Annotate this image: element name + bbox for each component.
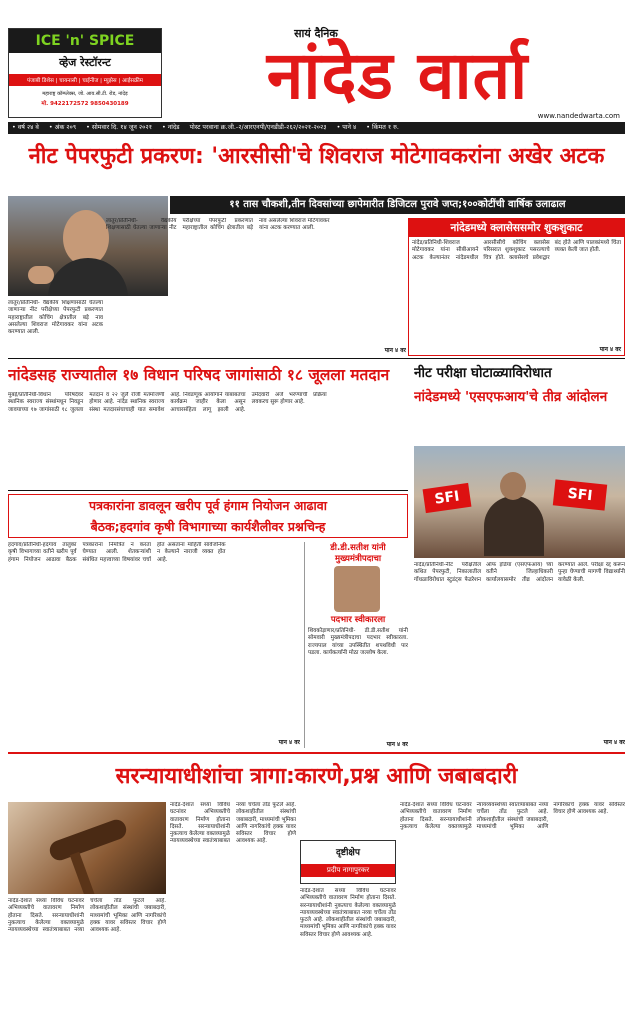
mid3-headline [8,494,408,538]
sfi-banner-2: SFI [553,479,607,510]
lead-caption: लातूर/प्रतिनिधी- वैद्यकीय शिक्षणासाठी घेतल्या जाणाऱ्या नीट परीक्षेच्या पेपरफुटी प्रकरणात महाराष्ट्रातील कोचिंग क्षेत्रातील बड़े नाव असलेल्या शिवराज मोटेगावकर यांना अटक करण्यात आली. [8,300,103,336]
mid2-headline-2: नांदेडमध्ये 'एसएफआय'चे तीव्र आंदोलन [414,389,608,405]
column-badge [300,840,396,884]
restaurant-ad [8,28,162,118]
bottom-left-text: नांदेड-देशात सध्या विविध घटनांवर अभिव्यक्तीचे वातावरण निर्माण होताना दिसते. सरन्यायाधीशांनी नुकत्याच केलेल्या वक्तव्यामुळे न्यायव्यवस्थेच्या स्वातंत्र्याबाबत नव्या चर्चेला तोंड फुटले आहे. लोकशाहीतील संस्थांची जबाबदारी, माध्यमांची भूमिका आणि नागरिकांचे हक्क यावर सविस्तर विचार होणे आवश्यक आहे. [8,898,166,934]
date: • सोमवार दि. १४ जून २०२१ [86,124,152,131]
bottom-text-1: नांदेड-देशात सध्या विविध घटनांवर अभिव्यक्तीचे वातावरण निर्माण होताना दिसते. सरन्यायाधीशांनी नुकत्याच केलेल्या वक्तव्यामुळे न्यायव्यवस्थेच्या स्वातंत्र्याबाबत नव्या चर्चेला तोंड फुटले आहे. लोकशाहीतील संस्थांची जबाबदारी, माध्यमांची भूमिका आणि नागरिकांचे हक्क यावर सविस्तर विचार होणे आवश्यक आहे. [170,802,296,845]
mid1-headline: नांदेडसह राज्यातील १७ विधान परिषद जागांसाठी १८ जूलला मतदान [8,366,390,384]
gavel-photo [8,802,166,894]
ad-items: पंजाबी डिशेस | चायनासी | चाईनीज | म्युझेस | आईसक्रीम [9,74,161,86]
mid3-cont: पान ४ वर [278,739,300,746]
issue: • अंक २०९ [48,124,77,131]
city: • नांदेड [161,124,180,131]
info-bar [8,122,625,134]
ad-phone: मो. 9422172572 9850430189 [41,101,129,107]
mid3-text: हदगांव/प्रतिनिधी-हदगाव तालुका कृषी विभागाच्या वतीने खरीप पूर्व हंगाम नियोजन आढावा बैठक पत्रकारांना निमंत्रित न करता घेण्यात आली. शेतकऱ्यांशी संबंधित महत्त्वाच्या विषयांवर चर्चा होत असताना माहिती सार्वजनिक न केल्याने नाराजी व्यक्त होत आहे. [8,542,226,563]
mid1-text: मुंबई/प्रतिनिधी-विधान परिषदेवर स्थानिक स्वराज्य संस्थांमधून निवडून जावयाच्या १७ जागांसाठी १८ जुलला मतदान व २२ जुलै रोजी मतमोजणी होणार आहे. नांदेड स्थानिक स्वराज्य संस्था मतदारसंघाचाही यात समावेश आहे. निवडणूक आयोगाने याबाबतचा कार्यक्रम जाहीर केला असून आचारसंहिता लागू झाली आहे. उमेदवारी अर्ज भरण्याची प्रक्रिया लवकरच सुरू होणार आहे. [8,392,327,413]
lead-body-text: लातूर/प्रतिनिधी- वैद्यकीय शिक्षणासाठी घेतल्या जाणाऱ्या नीट परीक्षेच्या पेपरफुटी प्रकरणात महाराष्ट्रातील कोचिंग क्षेत्रातील बड़े नाव असलेल्या शिवराज मोटेगावकर यांना अटक करण्यात आली. [106,218,330,232]
sfi-banner-1: SFI [423,483,472,513]
lead-continued: पान ४ वर [384,347,406,354]
ad-subtitle: व्हेज रेस्टॉरन्ट [59,56,111,69]
bottom-text-2: नांदेड-देशात सध्या विविध घटनांवर अभिव्यक्तीचे वातावरण निर्माण होताना दिसते. सरन्यायाधीशांनी नुकत्याच केलेल्या वक्तव्यामुळे न्यायव्यवस्थेच्या स्वातंत्र्याबाबत नव्या चर्चेला तोंड फुटले आहे. लोकशाहीतील संस्थांची जबाबदारी, माध्यमांची भूमिका आणि नागरिकांचे हक्क यावर सविस्तर विचार होणे आवश्यक आहे. [300,888,396,938]
column-author: प्रदीप नागापुरकर [301,864,395,877]
box-classes-cont: पान ४ वर [599,346,621,353]
ad-title: ICE 'n' SPICE [9,29,161,53]
lead-subhead: ११ तास चौकशी,तीन दिवसांच्या छापेमारीत डिजिटल पुरावे जप्त;१००कोटींची वार्षिक उलाढाल [170,196,625,214]
price: • किंमत १ रु. [366,124,399,131]
ad-address: महाराष्ट्र कॉम्प्लेक्स, जो. आय.सी.टी. रोड, नांदेड़ [42,91,128,97]
lead-body [106,218,406,356]
bottom-headline: सरन्यायाधीशांचा त्रागा:कारणे,प्रश्न आणि जबाबदारी [115,764,518,789]
box-classes-text: नांदेड/प्रतिनिधी-शिवराज मोटेगावकर यांना सीबीआयने अटक केल्यानंतर नांदेडमधील आरसीसीचे कोचिंग क्लासेस परिसरात शुकशुकाट पसरल्याचे चित्र होते. क्लासेसचे प्रवेशद्वार बंद होते आणि पालकांमध्ये चिंता व्यक्त केली जात होती. [412,240,621,261]
protest-photo [414,446,625,558]
dyc-cont: पान ४ वर [386,741,408,748]
dyc-photo [334,566,380,612]
lead-headline: नीट पेपरफुटी प्रकरण: 'आरसीसी'चे शिवराज मोटेगावकरांना अखेर अटक [28,144,605,169]
box-classes-title: नांदेडमध्ये क्लासेससमोर शुकशुकाट [409,219,624,237]
mid2-text: नांदेड/प्रतिनिधी-नीट परीक्षेतील कथित पेपरफुटी, निकालातील गोंधळाविरोधात स्टुडंट्स फेडरेशन ऑफ इंडिया (एसएफआय) च्या वतीने जिल्हाधिकारी कार्यालयासमोर तीव्र आंदोलन करण्यात आले. परीक्षा रद्द करून पुन्हा घेण्याची मागणी विद्यार्थ्यांनी यावेळी केली. [414,562,625,583]
masthead-tagline: सायं दैनिक [294,27,338,40]
year: • वर्ष २४ वे [12,124,39,131]
mid3-headline-1: पत्रकारांना डावलून खरीप पूर्व हंगाम नियोजन आढावा [89,498,327,513]
column-title: दृष्टीक्षेप [336,848,360,858]
registration: पोस्ट परवाना क्र.जी.-२/आरएनपी/एनडीडी-२६२/२०२१-२०२३ [189,124,327,131]
mid3-headline-2: बैठक;हदगांव कृषी विभागाच्या कार्यशैलीवर प्रश्नचिन्ह [90,519,326,534]
masthead-website: www.nandedwarta.com [537,112,620,120]
bottom-text-3: नांदेड-देशात सध्या विविध घटनांवर अभिव्यक्तीचे वातावरण निर्माण होताना दिसते. सरन्यायाधीशांनी नुकत्याच केलेल्या वक्तव्यामुळे न्यायव्यवस्थेच्या स्वातंत्र्याबाबत नव्या चर्चेला तोंड फुटले आहे. लोकशाहीतील संस्थांची जबाबदारी, माध्यमांची भूमिका आणि नागरिकांचे हक्क यावर सविस्तर विचार होणे आवश्यक आहे. [400,802,625,830]
dyc-text: शिवकोड़ाणार/प्रतिनिधी- डी.डी.सतीश यांनी सोमवारी मुख्यमंत्रीपदाचा पदभार स्वीकारला. राज्यपाल यांच्या उपस्थितीत शपथविधी पार पडला. कार्यकर्त्यांनी मोठा जल्लोष केला. [308,628,408,656]
dyc-headline-1: डी.डी.सतीश यांनी [330,543,386,553]
masthead-title: नांदेड वार्ता [266,38,529,114]
pages: • पाने ४ [336,124,357,131]
box-classes [408,218,625,356]
mid2-headline-1: नीट परीक्षा घोटाळ्याविरोधात [414,365,552,381]
mid2-cont: पान ४ वर [603,739,625,746]
dyc-headline-3: पदभार स्वीकारला [330,615,386,625]
dyc-story [304,542,408,748]
dyc-headline-2: मुख्यमंत्रीपदाचा [334,554,382,564]
